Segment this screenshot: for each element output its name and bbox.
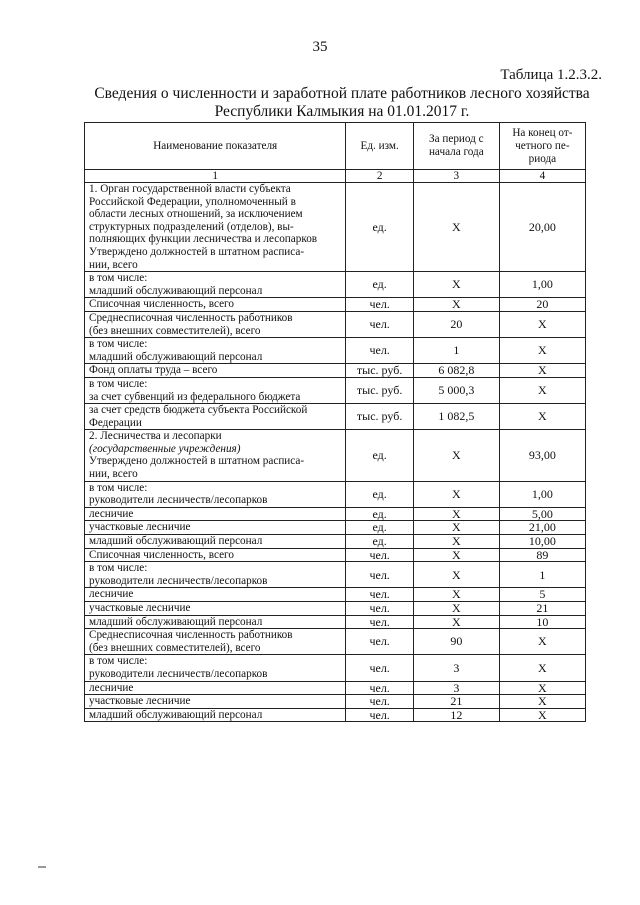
end-value: X	[499, 708, 585, 722]
indicator-name-line: руководители лесничеств/лесопарков	[89, 574, 268, 587]
end-value: X	[499, 338, 585, 364]
indicator-name-line: младший обслуживающий персонал	[89, 284, 263, 297]
indicator-name	[85, 588, 346, 602]
indicator-name	[85, 311, 346, 337]
indicator-name-line: Среднесписочная численность работников	[89, 629, 293, 642]
indicator-name-line: (без внешних совместителей), всего	[89, 324, 261, 337]
indicator-name-line: области лесных отношений, за исключением	[89, 208, 303, 221]
unit-cell: тыс. руб.	[346, 364, 414, 378]
header-end: На конец от-четного пе-риода	[499, 123, 585, 170]
table-row	[85, 311, 586, 337]
unit-cell: чел.	[346, 708, 414, 722]
data-table	[84, 122, 586, 722]
end-value: X	[499, 404, 585, 430]
period-value: 3	[413, 655, 499, 681]
indicator-name	[85, 364, 346, 378]
table-row	[85, 364, 586, 378]
indicator-name	[85, 629, 346, 655]
indicator-name-italic: (государственные учреждения)	[89, 442, 241, 455]
end-value: X	[499, 377, 585, 403]
unit-cell: ед.	[346, 183, 414, 272]
period-value: 90	[413, 629, 499, 655]
indicator-name	[85, 183, 346, 272]
indicator-name-line: лесничие	[89, 507, 134, 520]
period-value: X	[413, 535, 499, 549]
unit-cell: чел.	[346, 548, 414, 562]
indicator-name	[85, 298, 346, 312]
table-row	[85, 681, 586, 695]
table-row	[85, 430, 586, 481]
indicator-name-line: участковые лесничие	[89, 521, 191, 534]
end-value: 5	[499, 588, 585, 602]
period-value: X	[413, 507, 499, 521]
table-row	[85, 588, 586, 602]
table-row	[85, 562, 586, 588]
indicator-name-line: в том числе:	[89, 562, 148, 575]
end-value: X	[499, 364, 585, 378]
indicator-name	[85, 695, 346, 709]
period-value: 1 082,5	[413, 404, 499, 430]
indicator-name	[85, 562, 346, 588]
indicator-name	[85, 430, 346, 481]
end-value: 21	[499, 602, 585, 616]
indicator-name-line: полняющих функции лесничества и лесопарков	[89, 233, 318, 246]
indicator-name	[85, 655, 346, 681]
period-value: 21	[413, 695, 499, 709]
page-number: 35	[312, 39, 328, 55]
table-row	[85, 507, 586, 521]
indicator-name-line: в том числе:	[89, 481, 148, 494]
table-row	[85, 695, 586, 709]
period-value: X	[413, 602, 499, 616]
unit-cell: чел.	[346, 615, 414, 629]
period-value: X	[413, 521, 499, 535]
indicator-name	[85, 272, 346, 298]
period-value: X	[413, 430, 499, 481]
table-body	[85, 183, 586, 722]
table-row	[85, 377, 586, 403]
unit-cell: ед.	[346, 521, 414, 535]
period-value: X	[413, 548, 499, 562]
indicator-name-line: за счет средств бюджета субъекта Российской	[89, 404, 308, 417]
indicator-name	[85, 481, 346, 507]
header-name: Наименование показателя	[85, 123, 346, 170]
indicator-name-line: Списочная численность, всего	[89, 298, 234, 311]
indicator-name-line: младший обслуживающий персонал	[89, 708, 263, 721]
indicator-name-line: Утверждено должностей в штатном расписа-	[89, 245, 305, 258]
unit-cell: чел.	[346, 655, 414, 681]
indicator-name	[85, 548, 346, 562]
period-value: X	[413, 298, 499, 312]
indicator-name-line: Российской Федерации, уполномоченный в	[89, 195, 296, 208]
unit-cell: чел.	[346, 298, 414, 312]
table-row	[85, 708, 586, 722]
period-value: 5 000,3	[413, 377, 499, 403]
unit-cell: чел.	[346, 311, 414, 337]
unit-cell: чел.	[346, 588, 414, 602]
unit-cell: чел.	[346, 681, 414, 695]
indicator-name	[85, 602, 346, 616]
end-value: 20,00	[499, 183, 585, 272]
period-value: X	[413, 183, 499, 272]
end-value: X	[499, 629, 585, 655]
indicator-name-line: руководители лесничеств/лесопарков	[89, 494, 268, 507]
header-row	[85, 123, 586, 170]
indicator-name-line: младший обслуживающий персонал	[89, 535, 263, 548]
period-value: X	[413, 272, 499, 298]
indicator-name-line: нии, всего	[89, 468, 138, 481]
end-value: 1	[499, 562, 585, 588]
indicator-name-line: в том числе:	[89, 655, 148, 668]
indicator-name-line: нии, всего	[89, 258, 138, 271]
indicator-name-line: в том числе:	[89, 272, 148, 285]
indicator-name-line: Утверждено должностей в штатном расписа-	[89, 455, 305, 468]
indicator-name-line: лесничие	[89, 681, 134, 694]
end-value: X	[499, 695, 585, 709]
indicator-name-line: руководители лесничеств/лесопарков	[89, 667, 268, 680]
indicator-name-line: структурных подразделений (отделов), вы-	[89, 220, 294, 233]
column-number-row	[85, 170, 586, 183]
period-value: 6 082,8	[413, 364, 499, 378]
column-number: 2	[346, 170, 414, 183]
end-value: 89	[499, 548, 585, 562]
unit-cell: чел.	[346, 695, 414, 709]
unit-cell: ед.	[346, 481, 414, 507]
period-value: X	[413, 588, 499, 602]
indicator-name	[85, 535, 346, 549]
indicator-name-line: в том числе:	[89, 377, 148, 390]
period-value: 12	[413, 708, 499, 722]
indicator-name-line: Фонд оплаты труда – всего	[89, 364, 218, 377]
unit-cell: чел.	[346, 629, 414, 655]
unit-cell: чел.	[346, 602, 414, 616]
table-row	[85, 615, 586, 629]
end-value: 20	[499, 298, 585, 312]
unit-cell: ед.	[346, 507, 414, 521]
indicator-name	[85, 615, 346, 629]
end-value: X	[499, 655, 585, 681]
unit-cell: ед.	[346, 430, 414, 481]
header-period: За период с начала года	[413, 123, 499, 170]
table-row	[85, 602, 586, 616]
indicator-name-line: (без внешних совместителей), всего	[89, 641, 261, 654]
period-value: X	[413, 562, 499, 588]
indicator-name-line: 1. Орган государственной власти субъекта	[89, 183, 291, 195]
end-value: 1,00	[499, 481, 585, 507]
indicator-name	[85, 507, 346, 521]
indicator-name	[85, 708, 346, 722]
unit-cell: тыс. руб.	[346, 377, 414, 403]
end-value: 5,00	[499, 507, 585, 521]
period-value: 20	[413, 311, 499, 337]
column-number: 4	[499, 170, 585, 183]
indicator-name-line: младший обслуживающий персонал	[89, 350, 263, 363]
indicator-name	[85, 681, 346, 695]
column-number: 3	[413, 170, 499, 183]
table-row	[85, 404, 586, 430]
table-row	[85, 298, 586, 312]
indicator-name-line: Среднесписочная численность работников	[89, 311, 293, 324]
end-value: 10	[499, 615, 585, 629]
end-value: 93,00	[499, 430, 585, 481]
title-line-2: Республики Калмыкия на 01.01.2017 г.	[214, 103, 470, 120]
unit-cell: тыс. руб.	[346, 404, 414, 430]
indicator-name-line: в том числе:	[89, 338, 148, 351]
table-row	[85, 655, 586, 681]
unit-cell: чел.	[346, 562, 414, 588]
indicator-name-line: за счет субвенций из федерального бюджета	[89, 390, 301, 403]
table-label: Таблица 1.2.3.2.	[500, 67, 602, 83]
column-number: 1	[85, 170, 346, 183]
table-title	[62, 85, 622, 121]
table-row	[85, 521, 586, 535]
table-row	[85, 338, 586, 364]
unit-cell: чел.	[346, 338, 414, 364]
indicator-name	[85, 404, 346, 430]
table-row	[85, 481, 586, 507]
end-value: 21,00	[499, 521, 585, 535]
table-row	[85, 183, 586, 272]
indicator-name	[85, 521, 346, 535]
period-value: X	[413, 615, 499, 629]
indicator-name-line: 2. Лесничества и лесопарки	[89, 430, 222, 443]
header-unit: Ед. изм.	[346, 123, 414, 170]
period-value: X	[413, 481, 499, 507]
table-row	[85, 548, 586, 562]
indicator-name-line: участковые лесничие	[89, 602, 191, 614]
table-row	[85, 629, 586, 655]
period-value: 1	[413, 338, 499, 364]
unit-cell: ед.	[346, 535, 414, 549]
indicator-name-line: лесничие	[89, 588, 134, 601]
table-row	[85, 535, 586, 549]
scan-mark	[38, 866, 46, 868]
indicator-name	[85, 377, 346, 403]
indicator-name-line: Списочная численность, всего	[89, 548, 234, 561]
indicator-name-line: младший обслуживающий персонал	[89, 615, 263, 628]
title-line-1: Сведения о численности и заработной плате работников лесного хозяйства	[94, 85, 590, 102]
table-row	[85, 272, 586, 298]
end-value: 1,00	[499, 272, 585, 298]
unit-cell: ед.	[346, 272, 414, 298]
indicator-name-line: Федерации	[89, 416, 142, 429]
indicator-name	[85, 338, 346, 364]
end-value: X	[499, 311, 585, 337]
indicator-name-line: участковые лесничие	[89, 695, 191, 708]
end-value: 10,00	[499, 535, 585, 549]
end-value: X	[499, 681, 585, 695]
period-value: 3	[413, 681, 499, 695]
